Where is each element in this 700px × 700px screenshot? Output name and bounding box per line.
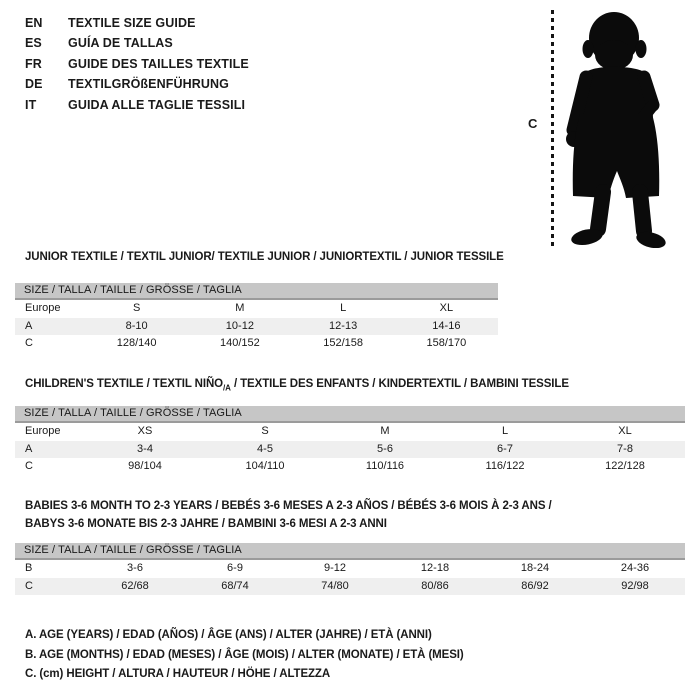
language-code: FR — [25, 56, 42, 71]
height-cell: 116/122 — [485, 460, 525, 472]
row-label: A — [25, 442, 33, 455]
language-code: IT — [25, 97, 37, 112]
row-label: Europe — [25, 425, 61, 437]
children-table-title — [25, 378, 569, 392]
size-header-bar: SIZE / TALLA / TAILLE / GRÖSSE / TAGLIA — [15, 543, 685, 560]
size-header-bar: SIZE / TALLA / TAILLE / GRÖSSE / TAGLIA — [15, 406, 685, 423]
language-text: GUÍA DE TALLAS — [68, 36, 173, 51]
height-measure-label: C — [528, 116, 538, 131]
height-cell: 158/170 — [426, 337, 467, 349]
table-row — [15, 560, 685, 578]
table-row — [15, 318, 498, 336]
size-cell: L — [501, 425, 509, 437]
size-cell: L — [340, 302, 347, 314]
age-cell: 12-18 — [420, 562, 450, 574]
age-cell: 10-12 — [225, 319, 254, 332]
size-cell: S — [132, 302, 141, 314]
language-text: TEXTILE SIZE GUIDE — [68, 16, 196, 30]
height-cell: 104/110 — [245, 460, 285, 472]
children-title-sub: /A — [223, 383, 231, 393]
size-cell: XL — [439, 302, 454, 314]
table-row — [15, 578, 685, 596]
size-cell: XS — [137, 425, 153, 437]
height-cell: 110/116 — [365, 460, 405, 472]
height-cell: 122/128 — [605, 460, 645, 472]
height-cell: 98/104 — [128, 460, 162, 472]
height-dotted-line-icon — [551, 10, 554, 248]
size-cell: XL — [618, 425, 632, 437]
row-label: Europe — [25, 302, 61, 314]
row-label: B — [25, 562, 33, 574]
language-list — [25, 13, 249, 115]
junior-table — [15, 283, 498, 353]
language-code: EN — [25, 16, 43, 30]
size-cell: M — [380, 425, 390, 437]
babies-title-line1: BABIES 3-6 MONTH TO 2-3 YEARS / BEBÉS 3-6 MESES A 2-3 AÑOS / BÉBÉS 3-6 MOIS À 2-3 ANS / — [25, 500, 552, 512]
age-cell: 24-36 — [620, 562, 650, 574]
height-cell: 86/92 — [521, 579, 549, 592]
age-cell: 8-10 — [125, 319, 148, 332]
legend-line-b: B. AGE (MONTHS) / EDAD (MESES) / ÂGE (MOIS) / ALTER (MONATE) / ETÀ (MESI) — [25, 648, 464, 661]
row-label: C — [25, 460, 33, 472]
babies-table-title — [25, 497, 552, 533]
height-cell: 68/74 — [221, 579, 249, 592]
row-label: C — [25, 579, 33, 592]
junior-table-title: JUNIOR TEXTILE / TEXTIL JUNIOR/ TEXTILE JUNIOR / JUNIORTEXTIL / JUNIOR TESSILE — [25, 251, 504, 263]
height-cell: 140/152 — [219, 337, 260, 349]
height-cell: 62/68 — [121, 579, 149, 592]
language-code: ES — [25, 36, 42, 51]
age-cell: 9-12 — [323, 562, 347, 574]
age-cell: 7-8 — [617, 442, 633, 455]
size-cell: M — [235, 302, 245, 314]
age-cell: 4-5 — [257, 442, 273, 455]
children-table — [15, 406, 685, 476]
language-text: TEXTILGRÖßENFÜHRUNG — [68, 77, 229, 92]
age-cell: 3-4 — [137, 442, 153, 455]
table-row — [15, 423, 685, 441]
children-title-post: / TEXTILE DES ENFANTS / KINDERTEXTIL / BAMBINI TESSILE — [230, 378, 569, 390]
babies-table — [15, 543, 685, 595]
height-cell: 128/140 — [116, 337, 157, 349]
size-header-bar: SIZE / TALLA / TAILLE / GRÖSSE / TAGLIA — [15, 283, 498, 300]
age-cell: 3-6 — [127, 562, 143, 574]
age-cell: 5-6 — [377, 442, 393, 455]
table-row — [15, 441, 685, 459]
table-row — [15, 300, 498, 318]
legend-line-c: C. (cm) HEIGHT / ALTURA / HAUTEUR / HÖHE / ALTEZZA — [25, 668, 331, 681]
age-cell: 12-13 — [329, 319, 358, 332]
height-cell: 92/98 — [621, 579, 649, 592]
measurement-legend — [25, 626, 464, 685]
height-cell: 152/158 — [323, 337, 363, 349]
children-title-pre: CHILDREN'S TEXTILE / TEXTIL NIÑO — [25, 378, 224, 390]
size-cell: S — [261, 425, 269, 437]
table-row — [15, 335, 498, 353]
language-text: GUIDA ALLE TAGLIE TESSILI — [68, 97, 246, 112]
row-label: C — [25, 337, 33, 349]
language-text: GUIDE DES TAILLES TEXTILE — [68, 56, 249, 71]
babies-title-line2: BABYS 3-6 MONATE BIS 2-3 JAHRE / BAMBINI 3-6 MESI A 2-3 ANNI — [25, 518, 387, 530]
row-label: A — [25, 319, 33, 332]
table-row — [15, 458, 685, 476]
age-cell: 18-24 — [520, 562, 550, 574]
baby-silhouette-icon — [556, 8, 696, 248]
height-cell: 74/80 — [321, 579, 349, 592]
height-cell: 80/86 — [421, 579, 449, 592]
age-cell: 6-9 — [227, 562, 243, 574]
language-code: DE — [25, 77, 43, 92]
measurement-figure — [528, 6, 700, 250]
age-cell: 14-16 — [432, 319, 461, 332]
legend-line-a: A. AGE (YEARS) / EDAD (AÑOS) / ÂGE (ANS) / ALTER (JAHRE) / ETÀ (ANNI) — [25, 629, 432, 641]
age-cell: 6-7 — [497, 442, 513, 455]
